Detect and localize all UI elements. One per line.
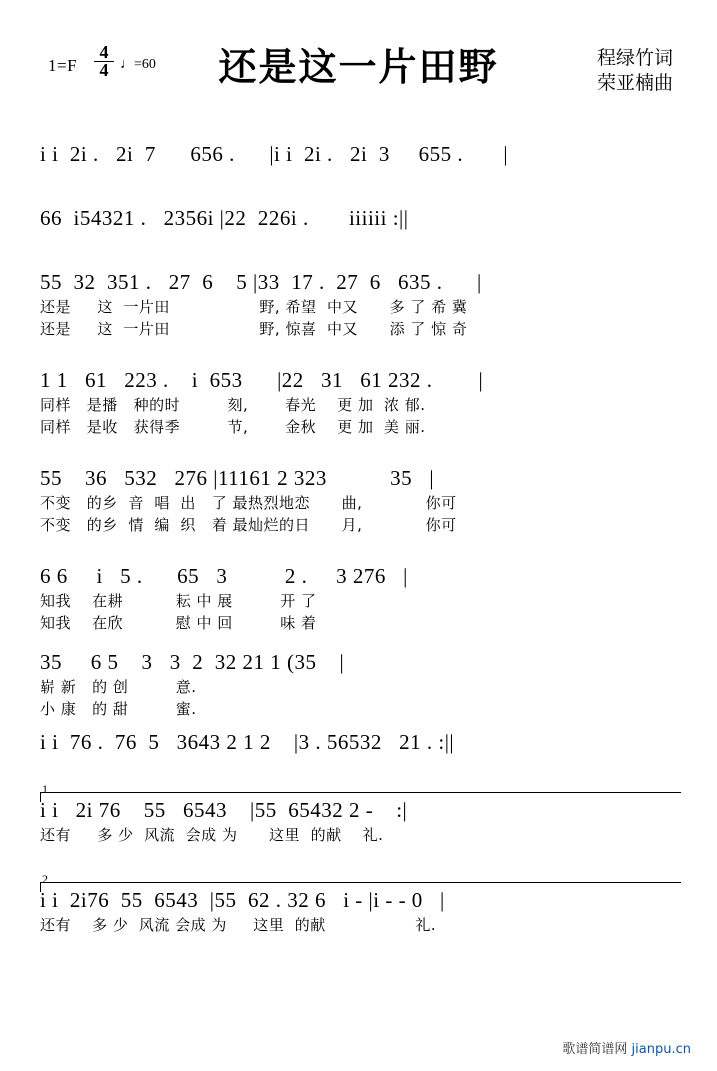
lyric-line-verse1: 不变 的乡 音 唱 出 了 最热烈地恋 曲, 你可 bbox=[40, 494, 457, 512]
notation-line: 55 36 532 276 |11161 2 323 35 | bbox=[40, 466, 435, 490]
volta-number-1: 1 bbox=[42, 782, 48, 796]
watermark-label: 歌谱简谱网 bbox=[562, 1042, 628, 1057]
music-system-9 bbox=[40, 782, 677, 846]
page-title: 还是这一片田野 bbox=[218, 45, 499, 89]
music-system-6 bbox=[40, 562, 677, 634]
notation-line: 66 i54321 . 2356i |22 226i . iiiiii :|| bbox=[40, 206, 409, 230]
composer-credit: 荣亚楠曲 bbox=[596, 73, 673, 94]
notation-line: 6 6 i 5 . 65 3 2 . 3 276 | bbox=[40, 564, 408, 588]
music-system-5 bbox=[40, 464, 677, 536]
notation-line: i i 2i 76 55 6543 |55 65432 2 - :| bbox=[40, 798, 408, 822]
notation-line: i i 2i . 2i 7 656 . |i i 2i . 2i 3 655 . | bbox=[40, 142, 509, 166]
notation-line: i i 2i76 55 6543 |55 62 . 32 6 i - |i - - 0 | bbox=[40, 888, 445, 912]
music-system-2 bbox=[40, 204, 677, 232]
time-signature-denominator: 4 bbox=[94, 61, 114, 79]
lyric-line-verse1: 同样 是播 种的时 刻, 春光 更 加 浓 郁. bbox=[40, 396, 426, 414]
lyric-line-verse1: 还有 多 少 风流 会成 为 这里 的献 礼. bbox=[40, 916, 437, 934]
music-system-4 bbox=[40, 366, 677, 438]
lyricist-credit: 程绿竹词 bbox=[596, 48, 673, 69]
music-system-8 bbox=[40, 728, 677, 756]
credits bbox=[597, 46, 673, 96]
lyric-line-verse2: 还是 这 一片田 野, 惊喜 中又 添 了 惊 奇 bbox=[40, 320, 468, 338]
notation-line: 1 1 61 223 . i 653 |22 31 61 232 . | bbox=[40, 368, 484, 392]
lyric-line-verse2: 同样 是收 获得季 节, 金秋 更 加 美 丽. bbox=[40, 418, 426, 436]
lyric-line-verse1: 知我 在耕 耘 中 展 开 了 bbox=[40, 592, 317, 610]
notation-line: i i 76 . 76 5 3643 2 1 2 |3 . 56532 21 . :|| bbox=[40, 730, 455, 754]
lyric-line-verse2: 知我 在欣 慰 中 回 味 着 bbox=[40, 614, 317, 632]
music-system-10 bbox=[40, 872, 677, 936]
notation-line: 35 6 5 3 3 2 32 21 1 (35 | bbox=[40, 650, 345, 674]
key-signature: 1=F bbox=[48, 56, 78, 75]
notation-line: 55 32 351 . 27 6 5 |33 17 . 27 6 635 . | bbox=[40, 270, 482, 294]
lyric-line-verse2: 小 康 的 甜 蜜. bbox=[40, 700, 197, 718]
score-header bbox=[0, 0, 717, 120]
music-system-3 bbox=[40, 268, 677, 340]
lyric-line-verse2: 不变 的乡 情 编 织 着 最灿烂的日 月, 你可 bbox=[40, 516, 457, 534]
watermark-site: jianpu.cn bbox=[631, 1042, 691, 1057]
tempo-marking: ♩=60 bbox=[120, 57, 156, 72]
lyric-line-verse1: 崭 新 的 创 意. bbox=[40, 678, 197, 696]
music-system-7 bbox=[40, 648, 677, 720]
volta-number-2: 2 bbox=[42, 872, 48, 886]
time-signature-numerator: 4 bbox=[99, 42, 109, 62]
lyric-line-verse1: 还是 这 一片田 野, 希望 中又 多 了 希 冀 bbox=[40, 298, 468, 316]
music-system-1 bbox=[40, 140, 677, 168]
lyric-line-verse1: 还有 多 少 风流 会成 为 这里 的献 礼. bbox=[40, 826, 384, 844]
watermark bbox=[562, 1038, 691, 1057]
